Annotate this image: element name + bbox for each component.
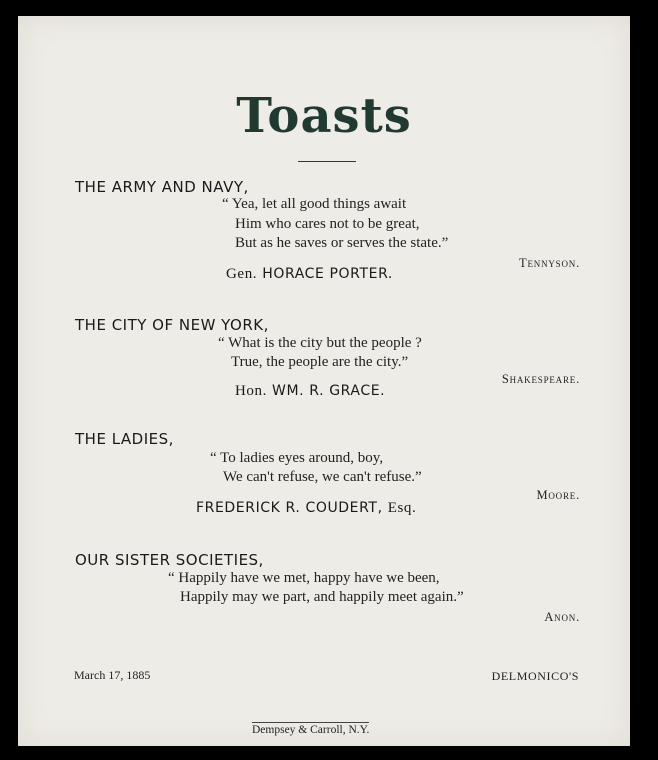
title-divider — [298, 161, 356, 162]
speaker-suffix: Esq. — [387, 500, 417, 516]
verse-author: Anon. — [544, 610, 580, 624]
toast-speaker — [226, 266, 393, 283]
toast-speaker — [235, 383, 385, 400]
toast-heading: THE LADIES, — [75, 430, 174, 448]
verse-line: We can't refuse, we can't refuse.” — [223, 469, 422, 485]
venue-name: DELMONICO'S — [491, 669, 579, 683]
speaker-name: FREDERICK R. COUDERT, — [196, 500, 383, 516]
toast-speaker — [196, 500, 416, 517]
verse-author: Moore. — [536, 488, 580, 502]
speaker-title: Hon. — [235, 383, 267, 399]
verse-line: “ What is the city but the people ? — [218, 335, 422, 351]
verse-line: Him who cares not to be great, — [235, 216, 420, 232]
speaker-title: Gen. — [226, 266, 258, 282]
event-date: March 17, 1885 — [74, 668, 151, 682]
printer-imprint: Dempsey & Carroll, N.Y. — [252, 724, 370, 736]
toast-heading: THE ARMY AND NAVY, — [75, 178, 249, 196]
toast-heading: OUR SISTER SOCIETIES, — [75, 551, 264, 569]
speaker-name: WM. R. GRACE. — [272, 383, 386, 399]
verse-line: “ Happily have we met, happy have we been, — [168, 570, 440, 586]
verse-line: But as he saves or serves the state.” — [235, 235, 449, 251]
verse-author: Shakespeare. — [501, 372, 580, 386]
verse-line: True, the people are the city.” — [231, 354, 409, 370]
toast-heading: THE CITY OF NEW YORK, — [75, 316, 269, 334]
verse-author: Tennyson. — [519, 256, 580, 270]
menu-card — [18, 16, 630, 746]
verse-line: Happily may we part, and happily meet again.” — [180, 589, 464, 605]
page-title: Toasts — [236, 88, 412, 144]
verse-line: “ Yea, let all good things await — [222, 196, 407, 212]
speaker-name: HORACE PORTER. — [262, 266, 393, 282]
verse-line: “ To ladies eyes around, boy, — [210, 450, 384, 466]
